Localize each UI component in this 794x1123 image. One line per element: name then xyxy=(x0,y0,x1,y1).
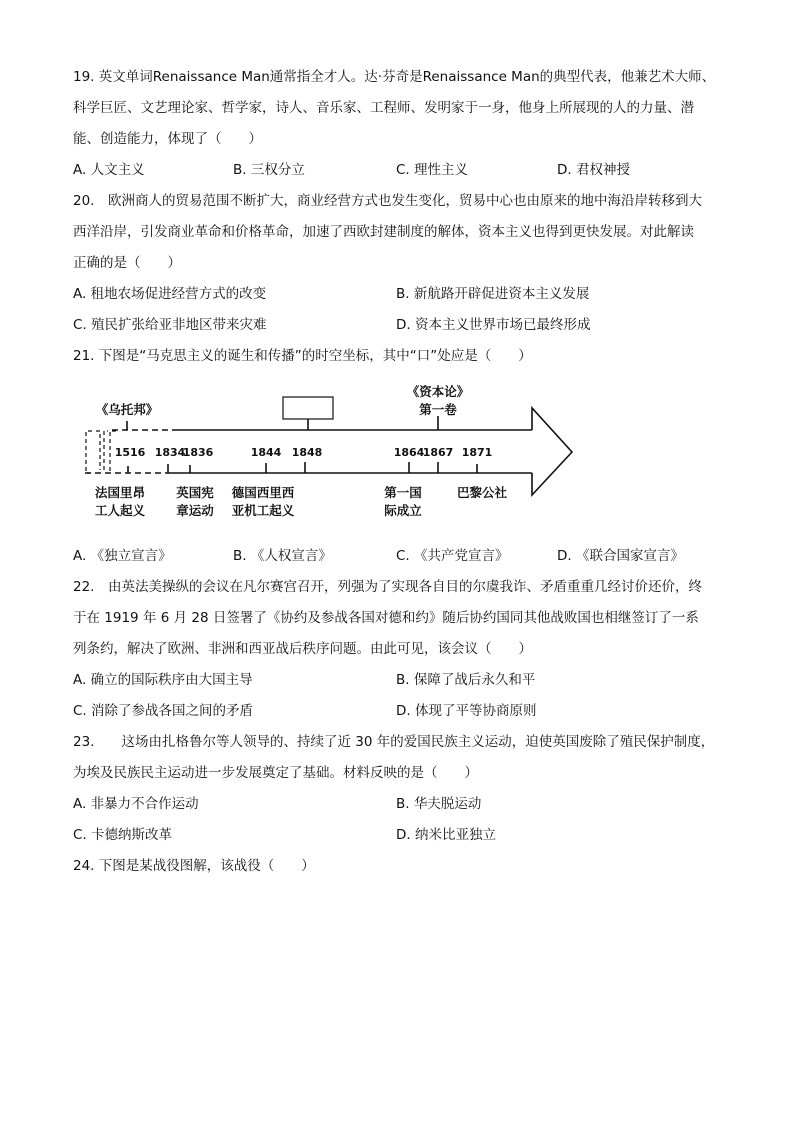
timeline-figure xyxy=(0,0,794,540)
q20-option-a[interactable]: A. 租地农场促进经营方式的改变 xyxy=(73,286,267,302)
q19-option-a[interactable]: A. 人文主义 xyxy=(73,162,145,178)
q21-option-b[interactable]: B. 《人权宣言》 xyxy=(233,548,332,564)
year-1864: 1864 xyxy=(393,446,425,459)
q23-line-2: 为埃及民族民主运动进一步发展奠定了基础。材料反映的是（ ） xyxy=(73,765,478,781)
q19-line-1: 19. 英文单词Renaissance Man通常指全才人。达·芬奇是Renaissance Man的典型代表，他兼艺术大师、 xyxy=(73,69,716,85)
q22-line-1: 22. 由英法美操纵的会议在凡尔赛宫召开，列强为了实现各自目的尔虞我诈、矛盾重重几经讨价还价，终 xyxy=(73,579,702,595)
q20-option-b[interactable]: B. 新航路开辟促进资本主义发展 xyxy=(396,286,590,302)
q21-option-d[interactable]: D. 《联合国家宣言》 xyxy=(557,548,684,564)
q23-option-a[interactable]: A. 非暴力不合作运动 xyxy=(73,796,199,812)
year-1834: 1834 xyxy=(154,446,186,459)
timeline-arrowhead xyxy=(532,408,572,495)
q24-line-1: 24. 下图是某战役图解，该战役（ ） xyxy=(73,858,315,874)
year-1516: 1516 xyxy=(114,446,146,459)
q20-option-d[interactable]: D. 资本主义世界市场已最终形成 xyxy=(396,317,591,333)
q21-option-a[interactable]: A. 《独立宣言》 xyxy=(73,548,172,564)
event-lyon-1: 法国里昂 xyxy=(94,485,146,500)
year-1844: 1844 xyxy=(250,446,282,459)
q21-option-c[interactable]: C. 《共产党宣言》 xyxy=(396,548,509,564)
q20-line-2: 西洋沿岸，引发商业革命和价格革命，加速了西欧封建制度的解体，资本主义也得到更快发展。对此解读 xyxy=(73,224,694,240)
event-paris-commune: 巴黎公社 xyxy=(456,485,508,500)
event-first-international-1: 第一国 xyxy=(384,485,422,500)
q19-line-2: 科学巨匠、文艺理论家、哲学家，诗人、音乐家、工程师、发明家于一身，他身上所展现的人的力量、潜 xyxy=(73,100,694,116)
q22-option-a[interactable]: A. 确立的国际秩序由大国主导 xyxy=(73,672,253,688)
q23-option-c[interactable]: C. 卡德纳斯改革 xyxy=(73,827,173,843)
label-capital-vol1: 第一卷 xyxy=(419,402,457,417)
q19-option-d[interactable]: D. 君权神授 xyxy=(557,162,630,178)
q22-line-2: 于在 1919 年 6 月 28 日签署了《协约及参战各国对德和约》随后协约国同其他战败国也相继签订了一系 xyxy=(73,610,699,626)
label-capital: 《资本论》 xyxy=(406,384,470,399)
year-1867: 1867 xyxy=(422,446,454,459)
q21-line-1: 21. 下图是“马克思主义的诞生和传播”的时空坐标，其中“口”处应是（ ） xyxy=(73,348,532,364)
q22-option-b[interactable]: B. 保障了战后永久和平 xyxy=(396,672,536,688)
q22-option-c[interactable]: C. 消除了参战各国之间的矛盾 xyxy=(73,703,254,719)
event-silesia-1: 德国西里西 xyxy=(231,485,295,500)
event-first-international-2: 际成立 xyxy=(384,503,422,518)
q23-line-1: 23. 这场由扎格鲁尔等人领导的、持续了近 30 年的爱国民族主义运动，迫使英国废除了殖民保护制度， xyxy=(73,734,715,750)
event-chartism-1: 英国宪 xyxy=(176,485,214,500)
year-1848: 1848 xyxy=(291,446,323,459)
q20-option-c[interactable]: C. 殖民扩张给亚非地区带来灾难 xyxy=(73,317,267,333)
q20-line-3: 正确的是（ ） xyxy=(73,255,181,271)
label-utopia: 《乌托邦》 xyxy=(95,402,159,417)
q19-line-3: 能、创造能力，体现了（ ） xyxy=(73,131,262,147)
answer-blank-box xyxy=(283,397,333,419)
year-1871: 1871 xyxy=(461,446,493,459)
dashed-brackets xyxy=(86,431,116,473)
year-1836: 1836 xyxy=(182,446,214,459)
event-lyon-2: 工人起义 xyxy=(94,503,146,518)
event-chartism-2: 章运动 xyxy=(176,503,214,518)
q23-option-b[interactable]: B. 华夫脱运动 xyxy=(396,796,482,812)
event-silesia-2: 亚机工起义 xyxy=(231,503,295,518)
q22-line-3: 列条约，解决了欧洲、非洲和西亚战后秩序问题。由此可见，该会议（ ） xyxy=(73,641,532,657)
q20-line-1: 20. 欧洲商人的贸易范围不断扩大，商业经营方式也发生变化，贸易中心也由原来的地中海沿岸转移到大 xyxy=(73,193,702,209)
q23-option-d[interactable]: D. 纳米比亚独立 xyxy=(396,827,496,843)
q19-option-c[interactable]: C. 理性主义 xyxy=(396,162,469,178)
q19-option-b[interactable]: B. 三权分立 xyxy=(233,162,305,178)
q22-option-d[interactable]: D. 体现了平等协商原则 xyxy=(396,703,537,719)
